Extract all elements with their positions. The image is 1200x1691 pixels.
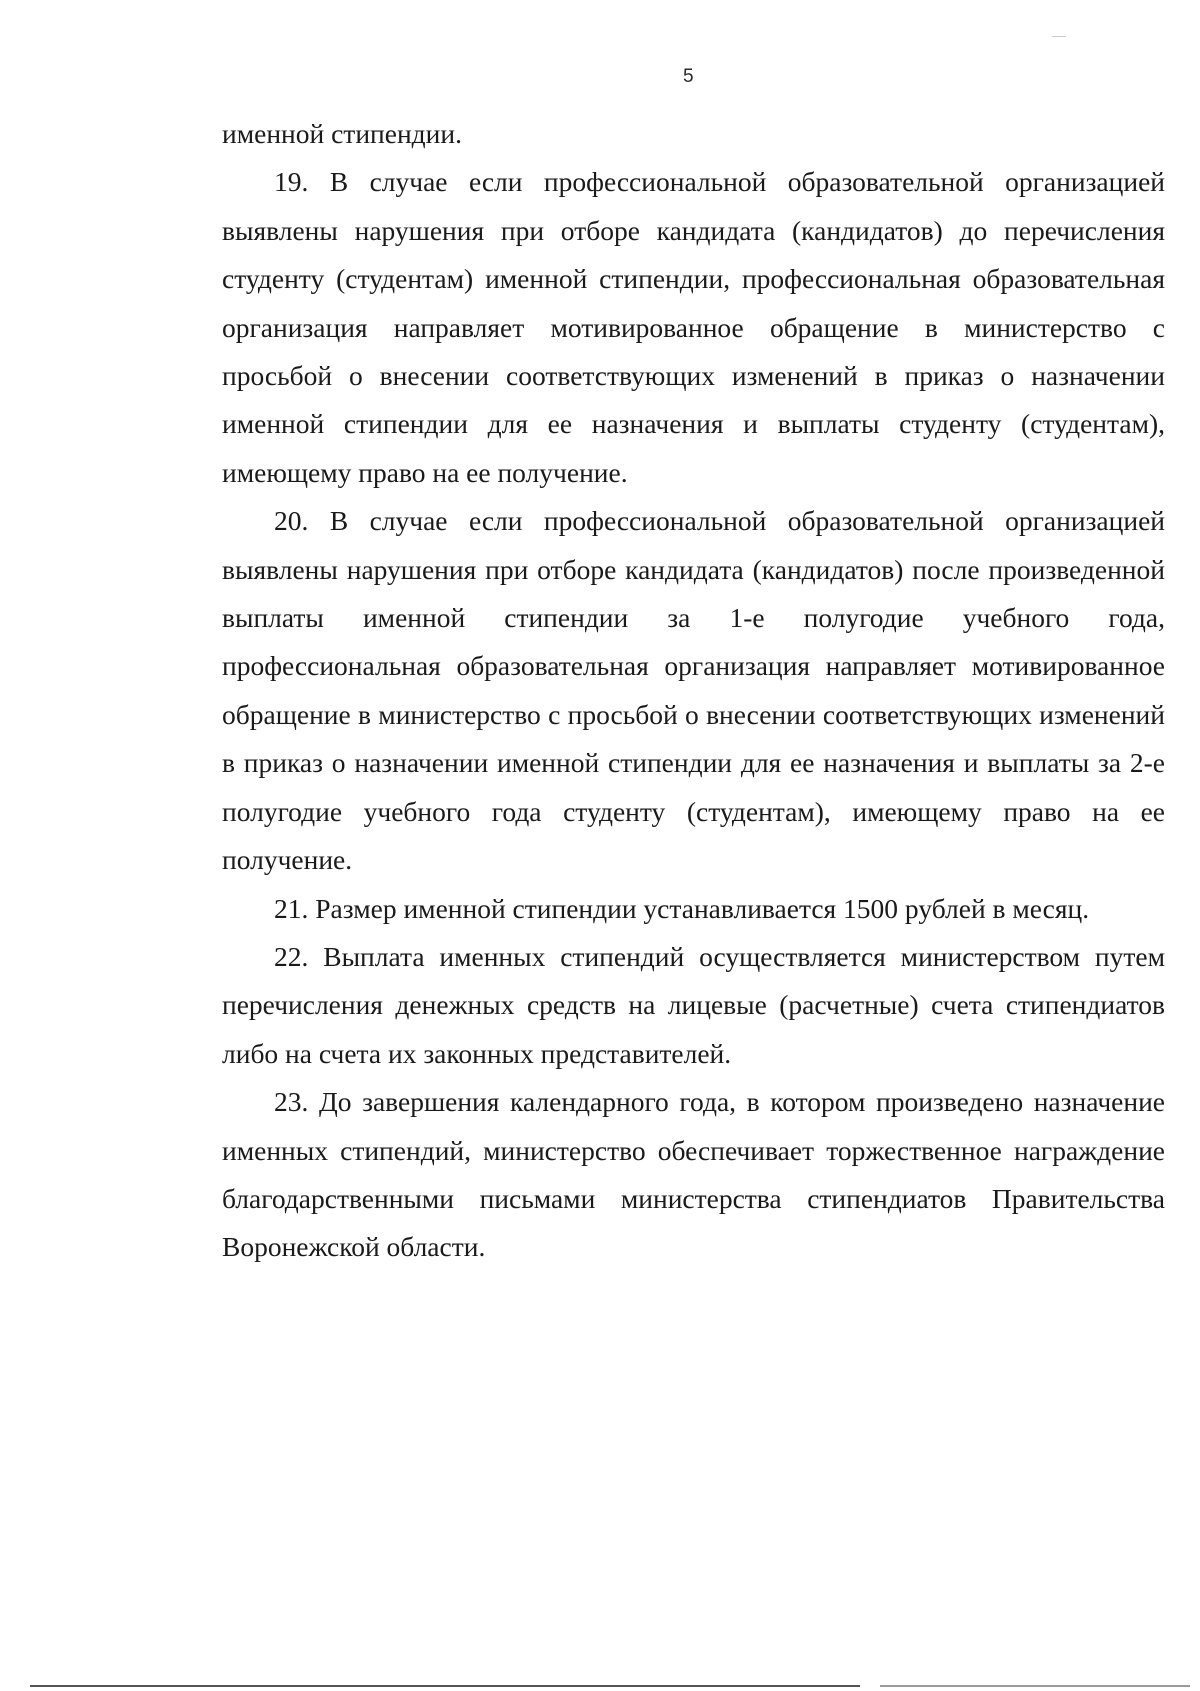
paragraph-continuation: именной стипендии. [222,118,462,149]
paragraph-23: 23. До завершения календарного года, в котором произведено назначение именных стипендий, министерство обеспечивает торжественное награждение благодарственными письмами министерства стипендиатов Правительства Воронежской области. [222,1086,1165,1263]
paragraph-20: 20. В случае если профессиональной образовательной организацией выявлены нарушения при отборе кандидата (кандидатов) после произведенной выплаты именной стипендии за 1-е полугодие учебного года, профессиональная образовательная организация направляет мотивированное обращение в министерство с просьбой о внесении соответствующих изменений в приказ о назначении именной стипендии для ее назначения и выплаты за 2-е полугодие учебного года студенту (студентам), имеющему право на ее получение. [222,505,1165,876]
page-number: 5 [683,66,694,87]
paragraph-19: 19. В случае если профессиональной образовательной организацией выявлены нарушения при отборе кандидата (кандидатов) до перечисления студенту (студентам) именной стипендии, профессиональная образовательная организация направляет мотивированное обращение в министерство с просьбой о внесении соответствующих изменений в приказ о назначении именной стипендии для ее назначения и выплаты студенту (студентам), имеющему право на ее получение. [222,166,1165,488]
scan-edge-line [30,1685,860,1687]
scan-edge-line-right [880,1685,1190,1687]
document-body [222,110,1165,1272]
paragraph-21: 21. Размер именной стипендии устанавливается 1500 рублей в месяц. [274,892,1090,924]
paragraph-22: 22. Выплата именных стипендий осуществляется министерством путем перечисления денежных средств на лицевые (расчетные) счета стипендиатов либо на счета их законных представителей. [222,940,1165,1069]
scan-artifact [1052,36,1066,37]
